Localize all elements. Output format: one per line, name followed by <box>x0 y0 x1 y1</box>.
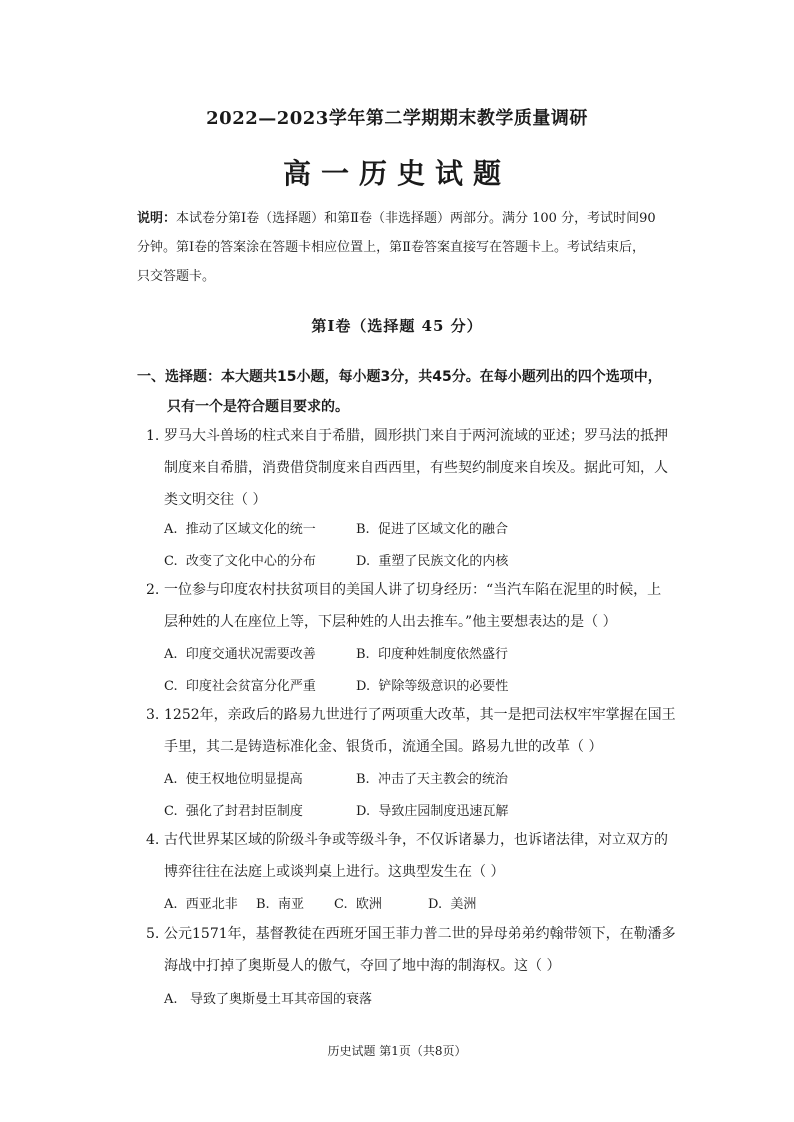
question-1 <box>146 420 682 516</box>
option-text: 南亚 <box>277 897 304 912</box>
option-letter: C. <box>164 679 178 694</box>
question-2-option-a[interactable] <box>164 643 316 662</box>
option-text: 重塑了民族文化的内核 <box>378 554 509 569</box>
question-5-line-2: 海战中打掉了奥斯曼人的傲气，夺回了地中海的制海权。这（ ） <box>164 958 561 974</box>
question-2-option-c[interactable] <box>164 675 316 694</box>
question-1-line-1 <box>146 420 682 452</box>
exam-title: 2022—2023学年第二学期期末教学质量调研 <box>206 108 588 129</box>
question-2 <box>146 574 682 638</box>
option-text: 冲击了天主教会的统治 <box>377 772 508 787</box>
question-5-line-1 <box>146 918 682 950</box>
option-letter: A. <box>164 897 178 912</box>
question-4-option-c[interactable] <box>334 893 382 912</box>
option-letter: D. <box>356 679 371 694</box>
question-2-option-d[interactable] <box>356 675 508 694</box>
question-5-text-1: 公元1571年，基督教徒在西班牙国王菲力普二世的异母弟弟约翰带领下，在勒潘多 <box>164 926 676 942</box>
instructions-line-2: 分钟。第Ⅰ卷的答案涂在答题卡相应位置上，第Ⅱ卷答案直接写在答题卡上。考试结束后， <box>137 240 645 255</box>
option-text: 强化了封君封臣制度 <box>185 804 303 819</box>
option-letter: C. <box>334 897 348 912</box>
question-1-option-a[interactable] <box>164 518 316 537</box>
part-one-line-1: 一、选择题：本大题共15小题，每小题3分，共45分。在每小题列出的四个选项中， <box>137 369 662 385</box>
question-2-number: 2. <box>146 582 160 598</box>
option-letter: D. <box>356 804 371 819</box>
option-letter: B. <box>356 772 370 787</box>
question-4-number: 4. <box>146 832 160 848</box>
option-text: 印度社会贫富分化严重 <box>185 679 316 694</box>
option-letter: B. <box>356 522 370 537</box>
option-text: 欧洲 <box>355 897 382 912</box>
question-1-line-3: 类文明交往（ ） <box>164 492 267 508</box>
instructions-label: 说明： <box>137 211 177 226</box>
instructions <box>137 204 659 291</box>
question-3-option-c[interactable] <box>164 800 303 819</box>
option-letter: A. <box>164 992 178 1007</box>
question-3-line-1 <box>146 699 682 731</box>
instructions-line-1 <box>137 204 659 233</box>
option-text: 使王权地位明显提高 <box>185 772 303 787</box>
part-one-line-2: 只有一个是符合题目要求的。 <box>167 399 349 415</box>
option-text: 改变了文化中心的分布 <box>185 554 316 569</box>
option-text: 促进了区域文化的融合 <box>377 522 508 537</box>
option-letter: D. <box>428 897 443 912</box>
question-4-line-1 <box>146 824 682 856</box>
question-4-line-2: 博弈往往在法庭上或谈判桌上进行。这典型发生在（ ） <box>164 864 505 880</box>
option-text: 西亚北非 <box>185 897 238 912</box>
instructions-text-1: 本试卷分第Ⅰ卷（选择题）和第Ⅱ卷（非选择题）两部分。满分 100 分，考试时间90 <box>176 211 656 226</box>
question-1-number: 1. <box>146 428 160 444</box>
question-5-number: 5. <box>146 926 160 942</box>
subject-title: 高一历史试题 <box>282 157 511 190</box>
part-one-heading <box>137 362 681 422</box>
question-1-option-d[interactable] <box>356 550 508 569</box>
option-text: 印度种姓制度依然盛行 <box>377 647 508 662</box>
option-letter: D. <box>356 554 371 569</box>
question-4-option-b[interactable] <box>256 893 304 912</box>
option-letter: B. <box>356 647 370 662</box>
option-letter: C. <box>164 804 178 819</box>
option-text: 美洲 <box>450 897 477 912</box>
question-1-text-1: 罗马大斗兽场的柱式来自于希腊，圆形拱门来自于两河流域的亚述；罗马法的抵押 <box>164 428 668 444</box>
question-5 <box>146 918 682 982</box>
question-1-option-c[interactable] <box>164 550 316 569</box>
question-3-line-2: 手里，其二是铸造标准化金、银货币，流通全国。路易九世的改革（ ） <box>164 739 603 755</box>
option-text: 印度交通状况需要改善 <box>185 647 316 662</box>
instructions-line-3: 只交答题卡。 <box>137 269 216 284</box>
question-3-text-1: 1252年，亲政后的路易九世进行了两项重大改革，其一是把司法权牢牢掌握在国王 <box>164 707 676 723</box>
question-3-option-d[interactable] <box>356 800 508 819</box>
option-text: 铲除等级意识的必要性 <box>378 679 509 694</box>
question-4-text-1: 古代世界某区域的阶级斗争或等级斗争，不仅诉诸暴力，也诉诸法律，对立双方的 <box>164 832 668 848</box>
question-2-line-1 <box>146 574 682 606</box>
question-3-option-b[interactable] <box>356 768 508 787</box>
option-text: 导致了奥斯曼土耳其帝国的衰落 <box>189 992 372 1007</box>
question-4-option-d[interactable] <box>428 893 476 912</box>
option-letter: A. <box>164 647 178 662</box>
option-letter: A. <box>164 522 178 537</box>
question-2-option-b[interactable] <box>356 643 508 662</box>
question-1-option-b[interactable] <box>356 518 508 537</box>
question-2-text-1: 一位参与印度农村扶贫项目的美国人讲了切身经历：“当汽车陷在泥里的时候，上 <box>164 582 662 598</box>
question-3 <box>146 699 682 763</box>
question-1-line-2: 制度来自希腊，消费借贷制度来自西西里，有些契约制度来自埃及。据此可知，人 <box>164 460 668 476</box>
question-2-line-2: 层种姓的人在座位上等，下层种姓的人出去推车。”他主要想表达的是（ ） <box>164 614 617 630</box>
question-3-option-a[interactable] <box>164 768 303 787</box>
question-4-option-a[interactable] <box>164 893 238 912</box>
question-4 <box>146 824 682 888</box>
option-letter: C. <box>164 554 178 569</box>
option-letter: B. <box>256 897 270 912</box>
section-heading: 第Ⅰ卷（选择题 45 分） <box>311 317 483 335</box>
option-text: 推动了区域文化的统一 <box>185 522 316 537</box>
option-text: 导致庄园制度迅速瓦解 <box>378 804 509 819</box>
question-3-number: 3. <box>146 707 160 723</box>
page-footer: 历史试题 第1页（共8页） <box>327 1044 467 1058</box>
question-5-option-a[interactable] <box>164 988 372 1007</box>
option-letter: A. <box>164 772 178 787</box>
